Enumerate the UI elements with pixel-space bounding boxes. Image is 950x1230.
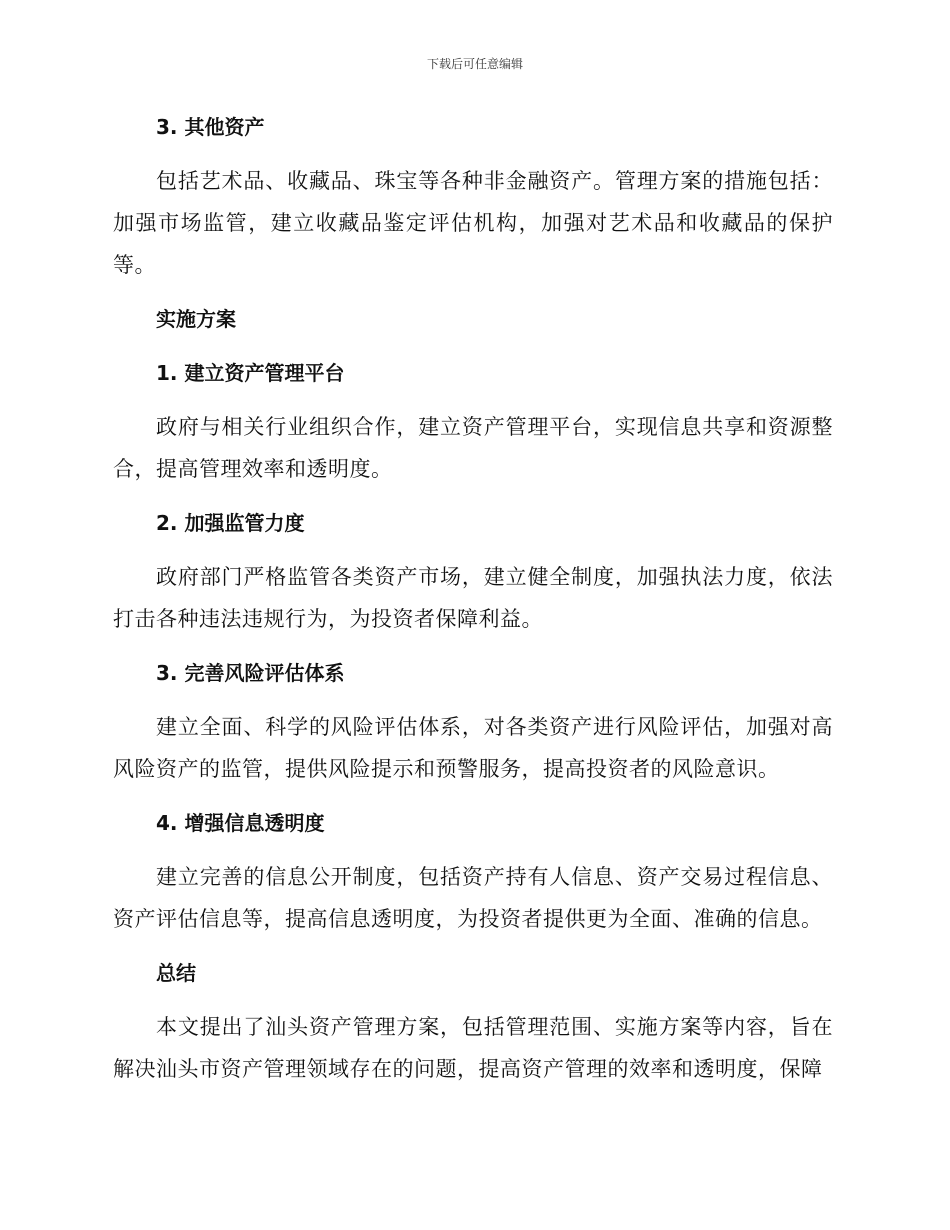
page-header-note: 下载后可任意编辑 <box>426 57 523 71</box>
section-heading-implementation: 实施方案 <box>156 307 236 331</box>
section-heading-summary: 总结 <box>156 961 196 985</box>
section-heading-other-assets: 3. 其他资产 <box>156 115 265 139</box>
paragraph-transparency: 建立完善的信息公开制度，包括资产持有人信息、资产交易过程信息、资产评估信息等，提高信息透明度，为投资者提供更为全面、准确的信息。 <box>113 865 833 931</box>
document-body <box>113 106 833 1102</box>
paragraph-summary: 本文提出了汕头资产管理方案，包括管理范围、实施方案等内容，旨在解决汕头市资产管理领域存在的问题，提高资产管理的效率和透明度，保障 <box>113 1015 833 1081</box>
paragraph-risk: 建立全面、科学的风险评估体系，对各类资产进行风险评估，加强对高风险资产的监管，提供风险提示和预警服务，提高投资者的风险意识。 <box>113 715 833 781</box>
paragraph-platform: 政府与相关行业组织合作，建立资产管理平台，实现信息共享和资源整合，提高管理效率和透明度。 <box>113 415 833 481</box>
section-heading-supervision: 2. 加强监管力度 <box>156 511 305 535</box>
section-heading-transparency: 4. 增强信息透明度 <box>156 811 325 835</box>
section-heading-platform: 1. 建立资产管理平台 <box>156 361 345 385</box>
paragraph-supervision: 政府部门严格监管各类资产市场，建立健全制度，加强执法力度，依法打击各种违法违规行为，为投资者保障利益。 <box>113 565 833 631</box>
section-heading-risk: 3. 完善风险评估体系 <box>156 661 345 685</box>
paragraph-other-assets: 包括艺术品、收藏品、珠宝等各种非金融资产。管理方案的措施包括：加强市场监管，建立收藏品鉴定评估机构，加强对艺术品和收藏品的保护等。 <box>113 169 833 277</box>
